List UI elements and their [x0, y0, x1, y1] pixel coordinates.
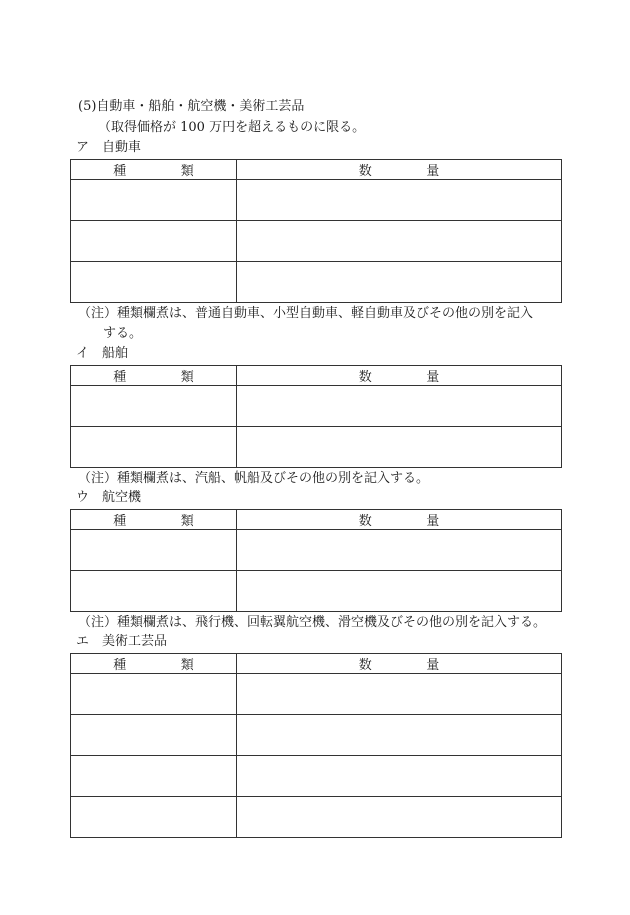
quantity-cell[interactable]: [237, 262, 562, 303]
table-row: [71, 674, 562, 715]
kind-cell[interactable]: [71, 262, 237, 303]
table-row: [71, 386, 562, 427]
quantity-cell[interactable]: [237, 530, 562, 571]
column-header-quantity: 数 量: [237, 654, 562, 674]
column-header-quantity: 数 量: [237, 510, 562, 530]
column-header-kind: 種 類: [71, 654, 237, 674]
column-header-kind: 種 類: [71, 160, 237, 180]
table-row: [71, 262, 562, 303]
quantity-cell[interactable]: [237, 180, 562, 221]
kind-cell[interactable]: [71, 530, 237, 571]
table-row: [71, 797, 562, 838]
heading-automobiles: ア 自動車: [76, 140, 142, 155]
quantity-cell[interactable]: [237, 674, 562, 715]
quantity-cell[interactable]: [237, 221, 562, 262]
kind-cell[interactable]: [71, 715, 237, 756]
heading-art-crafts: エ 美術工芸品: [76, 634, 168, 649]
quantity-cell[interactable]: [237, 797, 562, 838]
table-row: [71, 715, 562, 756]
kind-cell[interactable]: [71, 571, 237, 612]
table-ships: [70, 365, 562, 468]
quantity-cell[interactable]: [237, 571, 562, 612]
heading-aircraft: ウ 航空機: [76, 490, 142, 505]
note-automobiles-continued: する。: [103, 326, 143, 341]
section-title: (5)自動車・船舶・航空機・美術工芸品: [78, 99, 305, 114]
column-header-quantity: 数 量: [237, 366, 562, 386]
kind-cell[interactable]: [71, 427, 237, 468]
note-automobiles: （注）種類欄煮は、普通自動車、小型自動車、軽自動車及びその他の別を記入: [78, 306, 534, 321]
table-art-crafts: [70, 653, 562, 838]
table-row: [71, 530, 562, 571]
heading-ships: イ 船舶: [76, 346, 129, 361]
table-row: [71, 427, 562, 468]
note-aircraft: （注）種類欄煮は、飛行機、回転翼航空機、滑空機及びその他の別を記入する。: [78, 615, 547, 630]
kind-cell[interactable]: [71, 180, 237, 221]
table-row: [71, 756, 562, 797]
table-aircraft: [70, 509, 562, 612]
kind-cell[interactable]: [71, 386, 237, 427]
table-row: [71, 571, 562, 612]
column-header-quantity: 数 量: [237, 160, 562, 180]
column-header-kind: 種 類: [71, 510, 237, 530]
quantity-cell[interactable]: [237, 386, 562, 427]
kind-cell[interactable]: [71, 797, 237, 838]
kind-cell[interactable]: [71, 756, 237, 797]
quantity-cell[interactable]: [237, 715, 562, 756]
table-row: [71, 180, 562, 221]
column-header-kind: 種 類: [71, 366, 237, 386]
quantity-cell[interactable]: [237, 756, 562, 797]
kind-cell[interactable]: [71, 674, 237, 715]
section-subtitle: （取得価格が 100 万円を超えるものに限る。: [98, 120, 366, 135]
table-row: [71, 221, 562, 262]
quantity-cell[interactable]: [237, 427, 562, 468]
note-ships: （注）種類欄煮は、汽船、帆船及びその他の別を記入する。: [78, 471, 430, 486]
kind-cell[interactable]: [71, 221, 237, 262]
table-automobiles: [70, 159, 562, 303]
